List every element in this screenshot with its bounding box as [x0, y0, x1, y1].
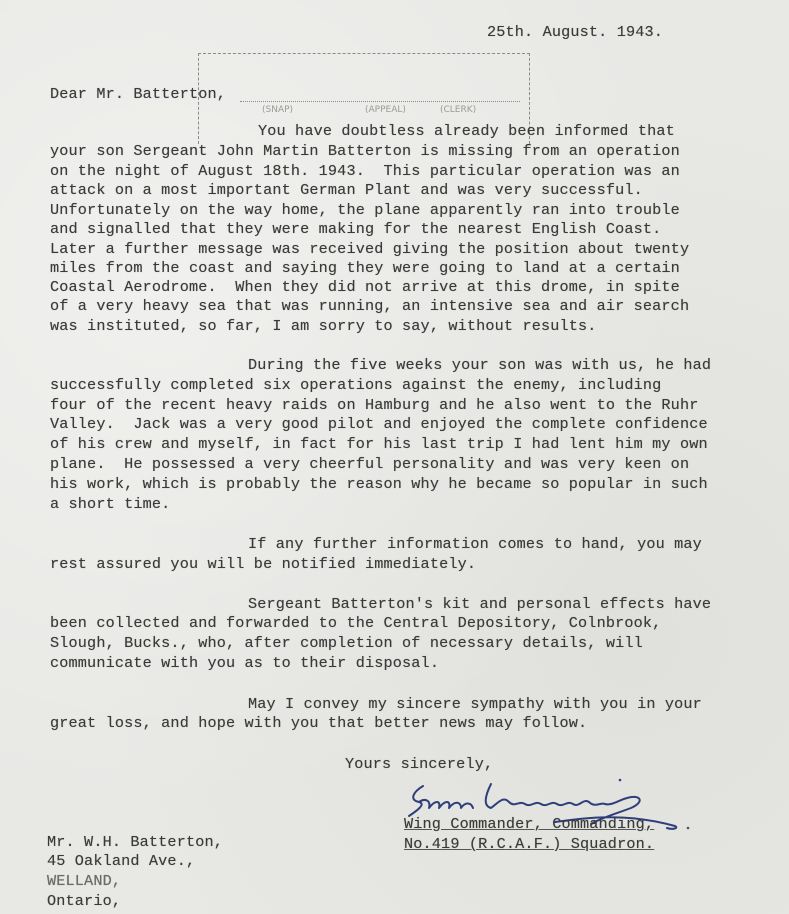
paragraph-line: a short time.	[50, 495, 171, 513]
paragraph-line: his work, which is probably the reason why he became so popular in such	[50, 475, 708, 493]
paragraph-line: If any further information comes to hand, you may	[248, 535, 702, 553]
recipient-line: WELLAND,	[47, 872, 122, 890]
signer-unit: No.419 (R.C.A.F.) Squadron.	[404, 835, 655, 853]
stamp-label: (CLERK)	[440, 105, 477, 115]
paragraph-line: was instituted, so far, I am sorry to say, without results.	[50, 317, 597, 335]
paragraph-line: your son Sergeant John Martin Batterton is missing from an operation	[50, 142, 680, 160]
paragraph-line: Later a further message was received giving the position about twenty	[50, 240, 690, 258]
paragraph-line: been collected and forwarded to the Central Depository, Colnbrook,	[50, 614, 662, 632]
paragraph-line: During the five weeks your son was with us, he had	[248, 356, 712, 374]
paragraph-line: miles from the coast and saying they were going to land at a certain	[50, 259, 680, 277]
paragraph-line: great loss, and hope with you that better news may follow.	[50, 714, 588, 732]
paragraph-line: Coastal Aerodrome. When they did not arrive at this drome, in spite	[50, 278, 680, 296]
stamp-label: (SNAP)	[262, 105, 294, 115]
closing: Yours sincerely,	[345, 755, 494, 773]
paragraph-line: communicate with you as to their disposal.	[50, 654, 440, 672]
paragraph-line: on the night of August 18th. 1943. This particular operation was an	[50, 162, 680, 180]
stamp-divider	[240, 101, 520, 102]
paragraph-line: of a very heavy sea that was running, an intensive sea and air search	[50, 297, 690, 315]
paragraph-line: Slough, Bucks., who, after completion of necessary details, will	[50, 634, 643, 652]
paragraph-line: attack on a most important German Plant and was very successful.	[50, 181, 643, 199]
paragraph-line: rest assured you will be notified immediately.	[50, 555, 477, 573]
paragraph-line: Unfortunately on the way home, the plane apparently ran into trouble	[50, 201, 680, 219]
stamp-label: (APPEAL)	[365, 105, 406, 115]
recipient-line: 45 Oakland Ave.,	[47, 852, 196, 870]
paragraph-line: plane. He possessed a very cheerful personality and was very keen on	[50, 455, 690, 473]
paragraph-line: Sergeant Batterton's kit and personal effects have	[248, 595, 712, 613]
paragraph-line: four of the recent heavy raids on Hamburg and he also went to the Ruhr	[50, 396, 699, 414]
letter-date: 25th. August. 1943.	[487, 23, 664, 41]
signer-title: Wing Commander, Commanding,	[404, 815, 655, 833]
paragraph-line: of his crew and myself, in fact for his last trip I had lent him my own	[50, 435, 708, 453]
salutation: Dear Mr. Batterton,	[50, 85, 227, 103]
paragraph-line: You have doubtless already been informed that	[258, 122, 675, 140]
recipient-line: Mr. W.H. Batterton,	[47, 833, 224, 851]
recipient-line: Ontario,	[47, 892, 122, 910]
paragraph-line: Valley. Jack was a very good pilot and enjoyed the complete confidence	[50, 415, 708, 433]
paragraph-line: and signalled that they were making for the nearest English Coast.	[50, 220, 662, 238]
paragraph-line: May I convey my sincere sympathy with you in your	[248, 695, 702, 713]
paragraph-line: successfully completed six operations against the enemy, including	[50, 376, 662, 394]
